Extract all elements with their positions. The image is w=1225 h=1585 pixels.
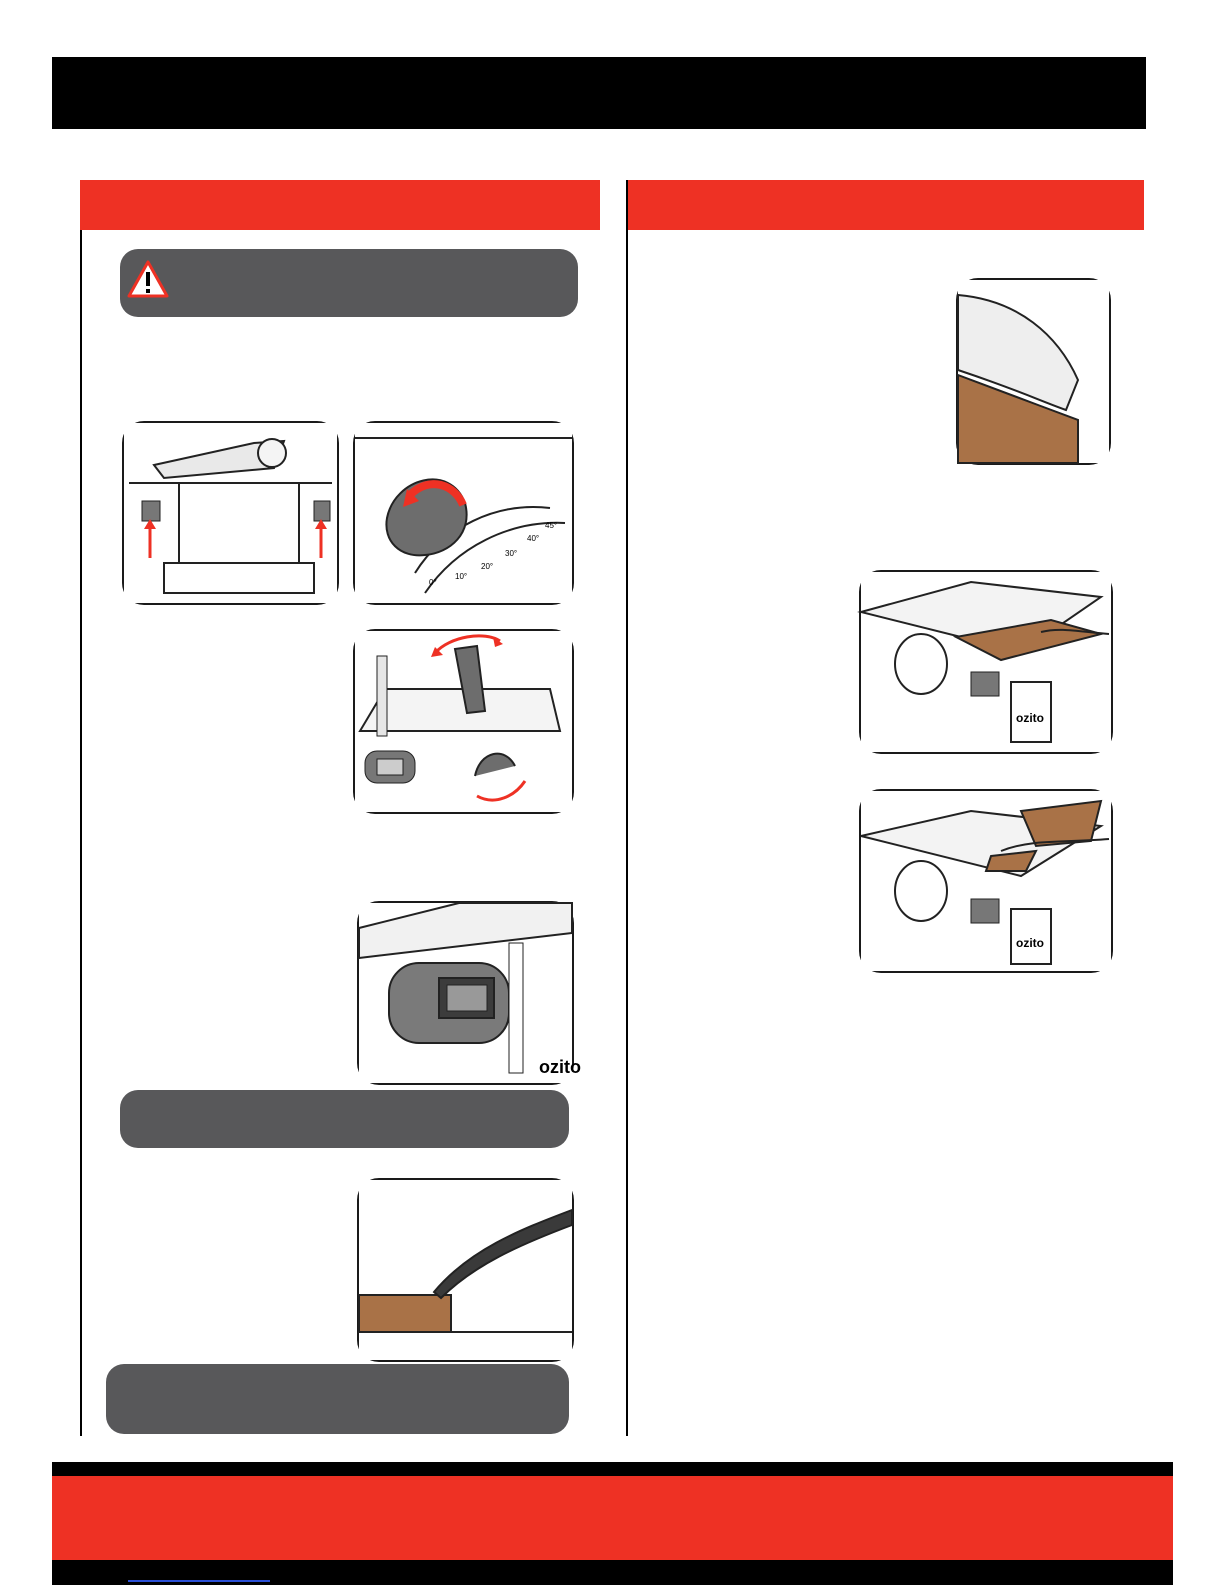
- figure-blade-tilt: [353, 629, 574, 814]
- scale-label-45: 45°: [545, 521, 558, 530]
- scale-label-30: 30°: [505, 549, 518, 558]
- footer-red-panel: [52, 1476, 1173, 1560]
- left-column-rule: [80, 230, 82, 1436]
- brand-mark-switch: ozito: [539, 1057, 581, 1077]
- warning-box: [120, 249, 578, 317]
- left-section-header: [80, 180, 600, 230]
- figure-blade-guard-workpiece: [956, 278, 1111, 465]
- page-header-bar: [52, 57, 1146, 129]
- figure-blade-guard-knobs: [122, 421, 339, 605]
- scale-label-40: 40°: [527, 534, 540, 543]
- note-box-2: [106, 1364, 569, 1434]
- scale-label-20: 20°: [481, 562, 494, 571]
- figure-on-off-switch: [357, 901, 581, 1085]
- note-box-1: [120, 1090, 569, 1148]
- scale-label-10: 10°: [455, 572, 468, 581]
- warning-triangle-icon: [126, 259, 170, 299]
- brand-mark-crosscut: ozito: [1016, 936, 1044, 950]
- figure-rip-cut: [859, 570, 1113, 754]
- figure-crosscut: [859, 789, 1113, 973]
- figure-bevel-handwheel: [353, 421, 574, 605]
- footer-link[interactable]: [128, 1564, 270, 1582]
- scale-label-0: 0°: [429, 578, 437, 587]
- right-section-header: [627, 180, 1144, 230]
- figure-kickback: [357, 1178, 574, 1362]
- brand-mark-rip: ozito: [1016, 711, 1044, 725]
- center-column-rule: [626, 180, 628, 1436]
